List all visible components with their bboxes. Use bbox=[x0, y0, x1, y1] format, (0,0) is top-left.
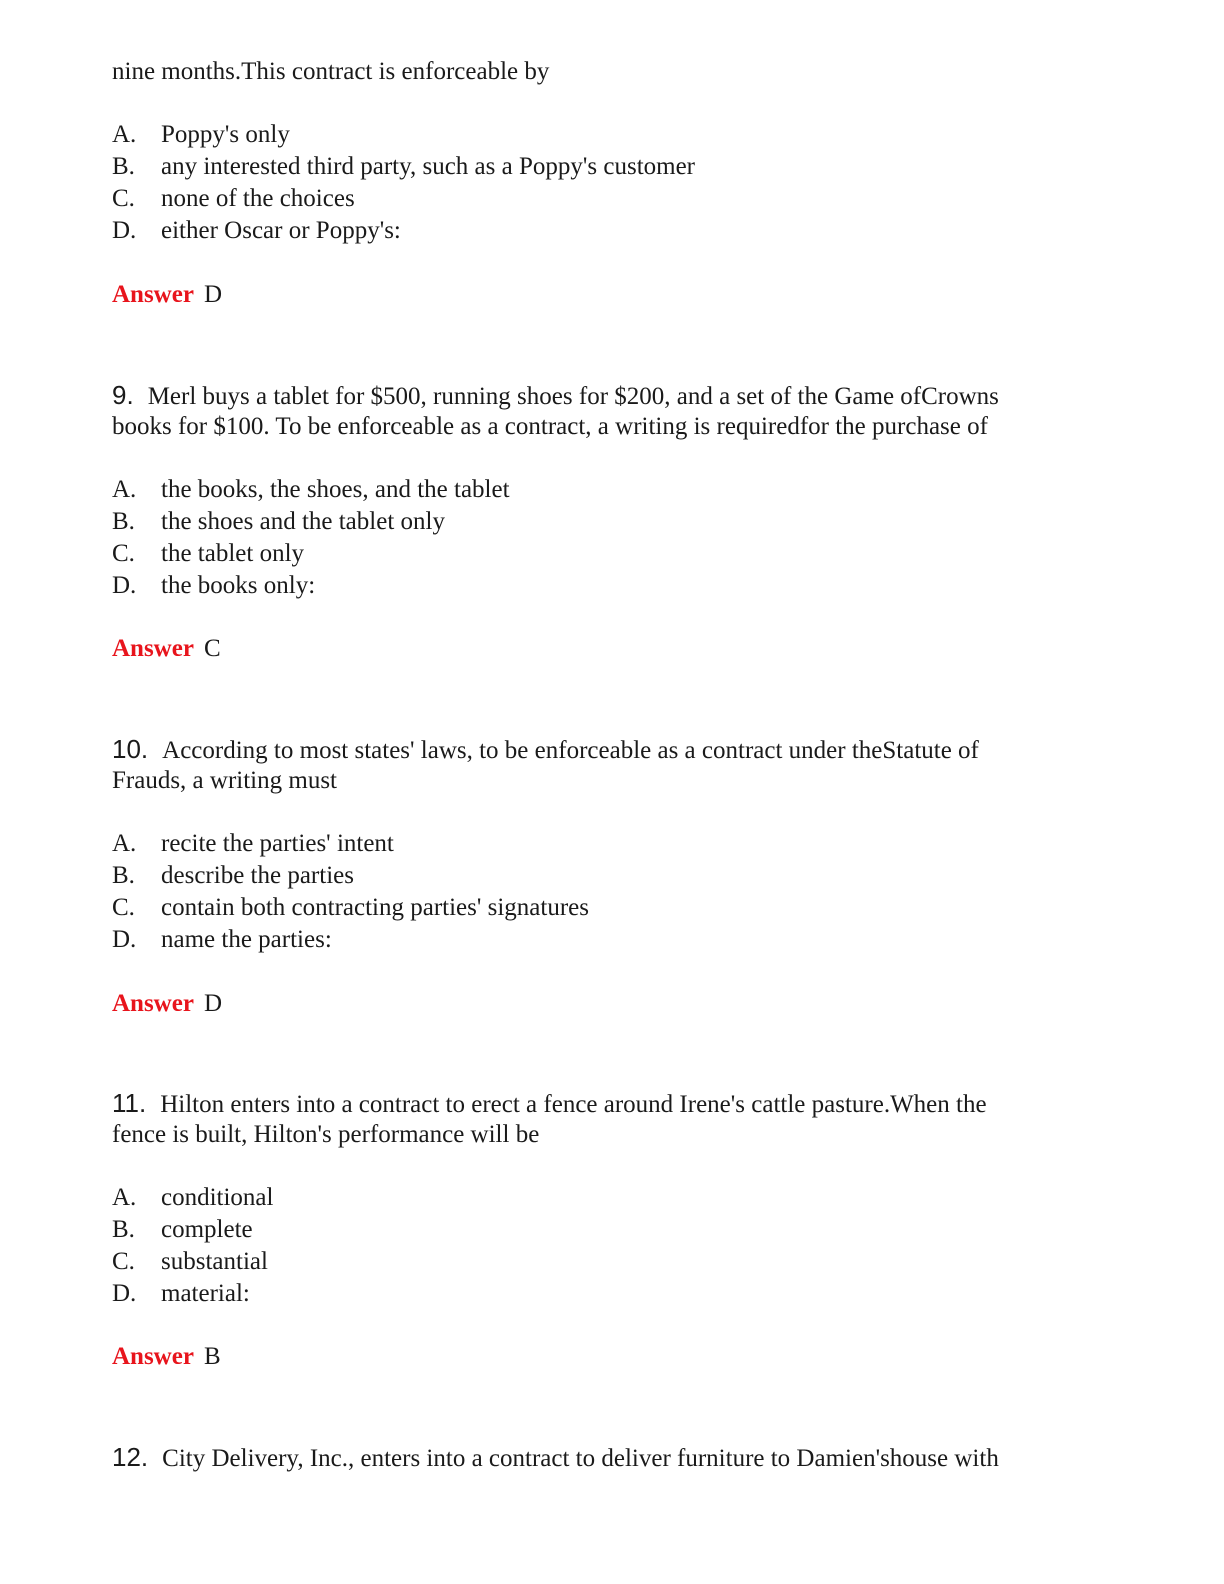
question-number: 10. bbox=[112, 734, 149, 764]
question-10-option-d: D. name the parties: bbox=[112, 926, 332, 953]
question-10-answer bbox=[112, 988, 222, 1020]
answer-value: C bbox=[203, 635, 221, 662]
question-9-option-b: B. the shoes and the tablet only bbox=[112, 508, 445, 535]
question-11-line-2: fence is built, Hilton's performance will be bbox=[112, 1121, 540, 1148]
answer-label: Answer bbox=[112, 281, 194, 308]
question-8-option-c: C. none of the choices bbox=[112, 185, 355, 212]
question-12-line-1: 12. City Delivery, Inc., enters into a contract to deliver furniture to Damien'shouse with bbox=[112, 1442, 999, 1472]
question-8-option-a: A. Poppy's only bbox=[112, 121, 290, 148]
answer-value: D bbox=[203, 990, 222, 1017]
question-11-answer bbox=[112, 1341, 221, 1373]
question-8-answer bbox=[112, 279, 222, 311]
question-8-option-d: D. either Oscar or Poppy's: bbox=[112, 217, 401, 244]
question-9-line-1: 9. Merl buys a tablet for $500, running shoes for $200, and a set of the Game ofCrowns bbox=[112, 380, 999, 410]
question-10-line-1: 10. According to most states' laws, to be enforceable as a contract under theStatute of bbox=[112, 734, 979, 764]
question-10-option-c: C. contain both contracting parties' signatures bbox=[112, 894, 589, 921]
question-9-option-d: D. the books only: bbox=[112, 572, 316, 599]
question-11-line-1: 11. Hilton enters into a contract to erect a fence around Irene's cattle pasture.When the bbox=[112, 1088, 987, 1118]
question-10-line-2: Frauds, a writing must bbox=[112, 767, 337, 794]
question-11-option-b: B. complete bbox=[112, 1216, 253, 1243]
answer-label: Answer bbox=[112, 990, 194, 1017]
question-9-line-2: books for $100. To be enforceable as a contract, a writing is requiredfor the purchase of bbox=[112, 413, 988, 440]
answer-label: Answer bbox=[112, 1343, 194, 1370]
question-9-option-a: A. the books, the shoes, and the tablet bbox=[112, 476, 510, 503]
question-number: 12. bbox=[112, 1442, 149, 1472]
question-10-option-a: A. recite the parties' intent bbox=[112, 830, 394, 857]
question-9-option-c: C. the tablet only bbox=[112, 540, 305, 567]
question-11-option-a: A. conditional bbox=[112, 1184, 274, 1211]
question-11-option-c: C. substantial bbox=[112, 1248, 268, 1275]
answer-label: Answer bbox=[112, 635, 194, 662]
question-number: 11. bbox=[112, 1088, 147, 1118]
answer-value: B bbox=[203, 1343, 221, 1370]
question-8-continuation: nine months.This contract is enforceable by bbox=[112, 58, 550, 85]
question-8-option-b: B. any interested third party, such as a Poppy's customer bbox=[112, 153, 696, 180]
answer-value: D bbox=[203, 281, 222, 308]
question-number: 9. bbox=[112, 380, 134, 410]
question-10-option-b: B. describe the parties bbox=[112, 862, 354, 889]
question-11-option-d: D. material: bbox=[112, 1280, 250, 1307]
question-9-answer bbox=[112, 633, 221, 665]
